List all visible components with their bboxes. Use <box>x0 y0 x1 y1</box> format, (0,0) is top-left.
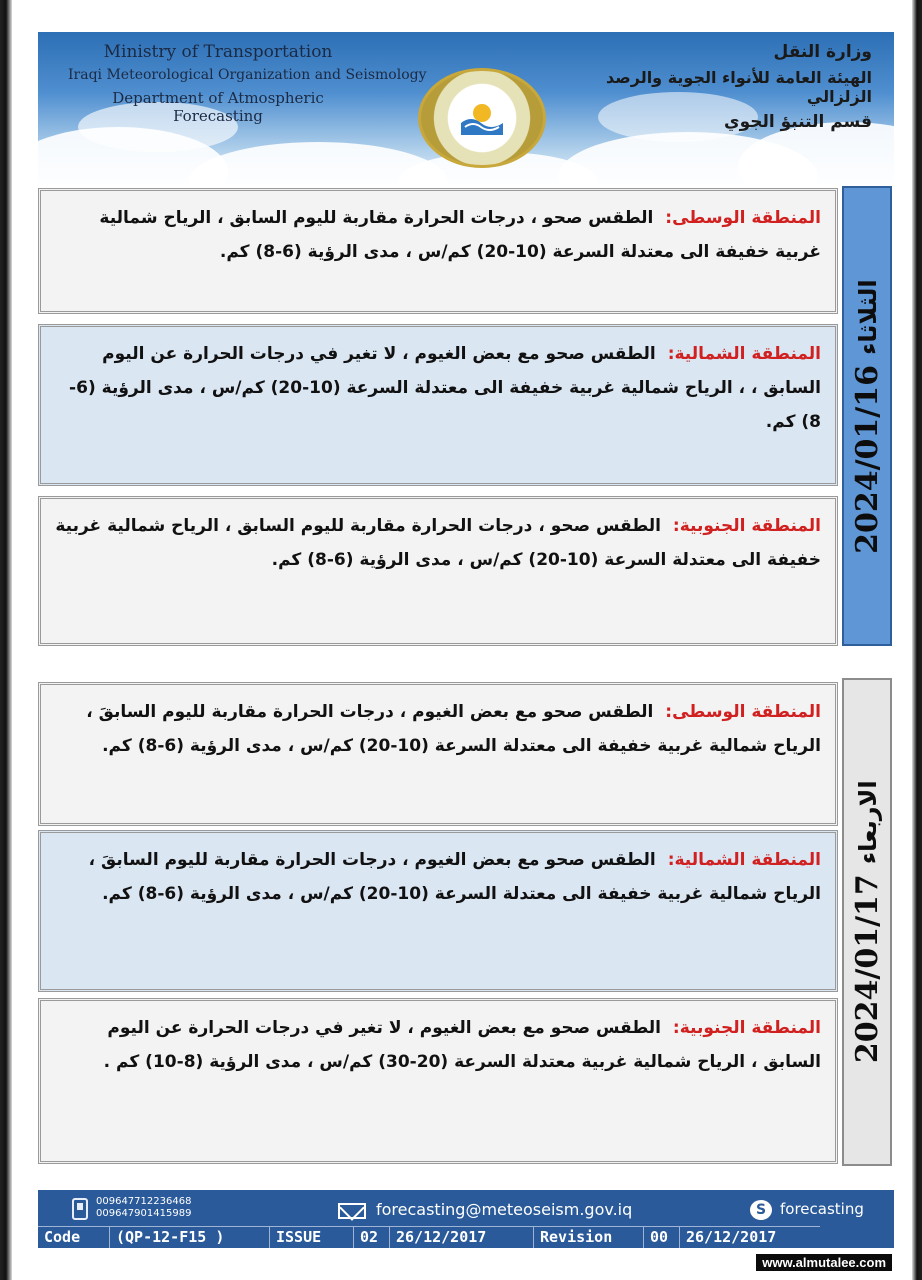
forecast-date: 2024/01/16 <box>849 364 885 554</box>
region-colon: : <box>672 516 680 536</box>
header-arabic <box>542 42 872 132</box>
forecast-date: 2024/01/17 <box>849 874 885 1064</box>
region-name: المنطقة الشمالية <box>674 850 821 870</box>
date-strip-day1 <box>842 186 892 646</box>
region-colon: : <box>665 208 673 228</box>
code-label: Code <box>38 1226 110 1248</box>
region-colon: : <box>667 850 675 870</box>
organization-logo <box>418 68 546 168</box>
header-english <box>68 42 427 125</box>
phone-icon <box>72 1198 88 1220</box>
skype-icon: S <box>750 1200 772 1220</box>
region-panel-north-day1 <box>38 324 838 486</box>
region-panel-central-day2 <box>38 682 838 826</box>
revision-date: 26/12/2017 <box>680 1226 820 1248</box>
logo-emblem-icon <box>459 101 505 135</box>
region-colon: : <box>672 1018 680 1038</box>
weekday-name: الاربعاء <box>853 780 882 865</box>
department-name-ar: قسم التنبؤ الجوي <box>724 112 872 132</box>
region-forecast-text: الطقس صحو مع بعض الغيوم ، درجات الحرارة مقاربة لليوم السابقَ ، الرياح شمالية غربية خفيفة الى معتدلة السرعة (10-20) كم/س ، مدى الرؤية (6-8) كم. <box>88 850 821 904</box>
region-forecast-text: الطقس صحو مع بعض الغيوم ، لا تغير في درجات الحرارة عن اليوم السابق ، الرياح شمالية غربية معتدلة السرعة (20-30) كم/س ، مدى الرؤية (8-10) كم . <box>103 1018 821 1072</box>
organization-name-ar: الهيئة العامة للأنواء الجوية والرصد الزلزالي <box>606 68 872 106</box>
region-name: المنطقة الوسطى <box>672 208 821 228</box>
ministry-name-en: Ministry of Transportation <box>103 42 333 62</box>
region-panel-central-day1 <box>38 188 838 314</box>
region-forecast-text: الطقس صحو مع بعض الغيوم ، درجات الحرارة مقاربة لليوم السابقَ ، الرياح شمالية غربية خفيفة الى معتدلة السرعة (10-20) كم/س ، مدى الرؤية (6-8) كم. <box>86 702 821 756</box>
region-colon: : <box>665 702 673 722</box>
region-colon: : <box>667 344 675 364</box>
date-label <box>850 780 885 1063</box>
revision-number: 00 <box>644 1226 680 1248</box>
region-name: المنطقة الجنوبية <box>679 1018 821 1038</box>
code-value: (QP-12-F15 ) <box>110 1226 270 1248</box>
issue-date: 26/12/2017 <box>390 1226 534 1248</box>
ministry-name-ar: وزارة النقل <box>773 42 872 62</box>
phone-numbers <box>96 1196 191 1220</box>
organization-name-en: Iraqi Meteorological Organization and Seismology <box>68 67 427 83</box>
region-forecast-text: الطقس صحو مع بعض الغيوم ، لا تغير في درجات الحرارة عن اليوم السابق ، ، الرياح شمالية غربية خفيفة الى معتدلة السرعة (10-20) كم/س ، مدى الرؤية (6-8) كم. <box>69 344 821 432</box>
contact-email[interactable]: forecasting@meteoseism.gov.iq <box>376 1200 633 1219</box>
region-forecast-text: الطقس صحو ، درجات الحرارة مقاربة لليوم السابق ، الرياح شمالية غربية خفيفة الى معتدلة السرعة (10-20) كم/س ، مدى الرؤية (6-8) كم. <box>99 208 821 262</box>
forecast-day-1 <box>38 186 894 646</box>
issue-label: ISSUE <box>270 1226 354 1248</box>
region-name: المنطقة الوسطى <box>672 702 821 722</box>
phone-number-1: 009647712236468 <box>96 1196 192 1207</box>
date-label <box>850 279 885 554</box>
department-name-en: Department of Atmospheric Forecasting <box>112 89 324 125</box>
header-banner <box>38 32 894 184</box>
region-panel-south-day1 <box>38 496 838 646</box>
region-name: المنطقة الشمالية <box>674 344 821 364</box>
footer-contacts <box>38 1190 894 1226</box>
region-name: المنطقة الجنوبية <box>679 516 821 536</box>
revision-label: Revision <box>534 1226 644 1248</box>
mail-icon <box>338 1203 366 1219</box>
issue-number: 02 <box>354 1226 390 1248</box>
region-panel-south-day2 <box>38 998 838 1164</box>
site-watermark: www.almutalee.com <box>756 1254 892 1271</box>
phone-number-2: 009647901415989 <box>96 1208 192 1219</box>
document-code-row <box>38 1226 894 1248</box>
footer-contact-bar <box>38 1190 894 1248</box>
weekday-name: الثلاثاء <box>853 278 882 355</box>
forecast-day-2 <box>38 678 894 1166</box>
region-panel-north-day2 <box>38 830 838 992</box>
region-forecast-text: الطقس صحو ، درجات الحرارة مقاربة لليوم السابق ، الرياح شمالية غربية خفيفة الى معتدلة السرعة (10-20) كم/س ، مدى الرؤية (6-8) كم. <box>55 516 821 570</box>
skype-handle: forecasting <box>780 1200 864 1218</box>
date-strip-day2 <box>842 678 892 1166</box>
